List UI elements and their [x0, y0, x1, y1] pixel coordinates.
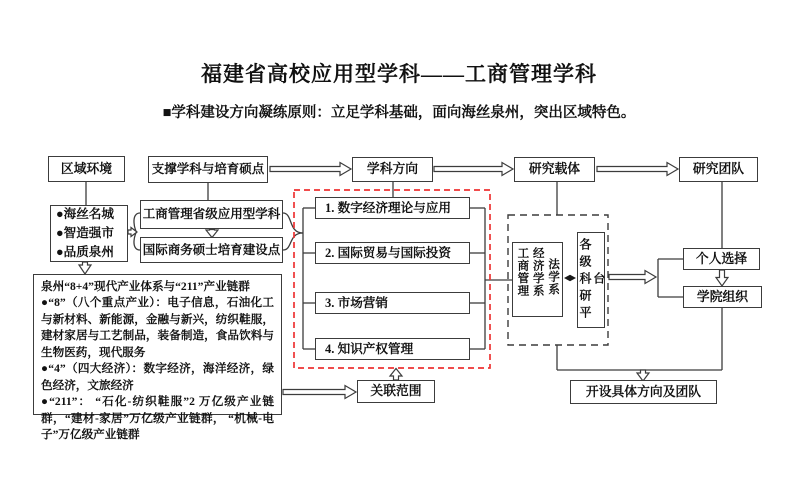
- box-research-team: [679, 157, 758, 182]
- box-support-disciplines-label: 支撑学科与培育硕点: [151, 162, 265, 177]
- arrow-directions-to-carrier: [434, 163, 513, 176]
- direction-item-2-label: 2. 国际贸易与国际投资: [325, 245, 451, 260]
- box-discipline-directions-label: 学科方向: [366, 162, 419, 177]
- industry-item-211: ●“211”： “石化-纺织鞋服”2 万亿级产业链群，“建材-家居”万亿级产业链群， “机械-电子”万亿级产业链群: [41, 395, 274, 442]
- arrow-personal-to-college: [716, 270, 728, 286]
- box-research-team-label: 研究团队: [692, 162, 745, 177]
- box-applied-discipline-label: 工商管理省级应用型学科: [142, 207, 281, 222]
- bullet-item: ●品质泉州: [56, 244, 114, 259]
- direction-item-1-label: 1. 数字经济理论与应用: [325, 200, 451, 215]
- box-applied-discipline: [140, 200, 283, 229]
- page-subtitle: ■学科建设方向凝练原则：立足学科基础，面向海丝泉州，突出区域特色。: [162, 105, 636, 121]
- arrow-scope-up: [390, 369, 402, 381]
- bullet-item: ●海丝名城: [56, 207, 114, 222]
- box-personal-choice-label: 个人选择: [695, 251, 748, 266]
- page-title: 福建省高校应用型学科——工商管理学科: [201, 62, 597, 86]
- department-business: 工商管理: [516, 247, 529, 297]
- direction-item-1: [315, 197, 470, 219]
- box-discipline-directions: [352, 157, 433, 182]
- industry-item-4: ●“4”（四大经济）：数字经济，海洋经济，绿色经济，文旅经济: [41, 362, 274, 392]
- department-economics: 经济学系: [531, 247, 544, 297]
- box-research-platform: [577, 232, 605, 328]
- box-college-organization: [683, 286, 762, 308]
- direction-item-3: [315, 292, 470, 314]
- box-open-directions-teams: [570, 380, 717, 404]
- arrow-bullets-down: [79, 262, 91, 274]
- industry-item-8: ●“8”（八个重点产业）：电子信息，石油化工与新材料、新能源，金融与新兴，纺织鞋服，建材家居与工艺制品，装备制造，食品饮料与生物医药，现代服务: [41, 296, 274, 359]
- arrow-carrier-to-team: [597, 163, 678, 176]
- box-departments: [512, 242, 563, 317]
- box-region-environment: [48, 156, 125, 182]
- box-personal-choice: [683, 248, 760, 270]
- box-quanzhou-bullets: [50, 205, 128, 262]
- box-research-carrier: [514, 157, 595, 182]
- box-research-carrier-label: 研究载体: [528, 162, 581, 177]
- direction-item-2: [315, 242, 470, 264]
- arrow-support-to-directions: [270, 163, 351, 176]
- box-research-platform-label: 各级科研平台: [578, 237, 606, 323]
- direction-item-3-label: 3. 市场营销: [325, 295, 388, 310]
- double-headed-arrow: [564, 275, 576, 281]
- bullet-item: ●智造强市: [56, 226, 114, 241]
- box-industry-system: [33, 274, 282, 442]
- box-support-disciplines: [148, 156, 268, 183]
- industry-title: 泉州“8+4”现代产业体系与“211”产业链群: [41, 280, 250, 293]
- direction-item-4: [315, 338, 470, 360]
- box-related-scope: [357, 380, 435, 403]
- direction-item-4-label: 4. 知识产权管理: [325, 341, 414, 356]
- box-college-organization-label: 学院组织: [696, 289, 749, 304]
- department-law: 法学系: [547, 258, 560, 296]
- box-master-cultivation-label: 国际商务硕士培育建设点: [142, 242, 281, 257]
- box-open-directions-teams-label: 开设具体方向及团队: [585, 384, 702, 399]
- arrow-industry-to-scope: [283, 386, 356, 399]
- box-related-scope-label: 关联范围: [370, 384, 422, 399]
- arrow-platform-to-choice: [609, 271, 656, 284]
- box-master-cultivation: [140, 237, 283, 263]
- box-region-environment-label: 区域环境: [60, 161, 113, 176]
